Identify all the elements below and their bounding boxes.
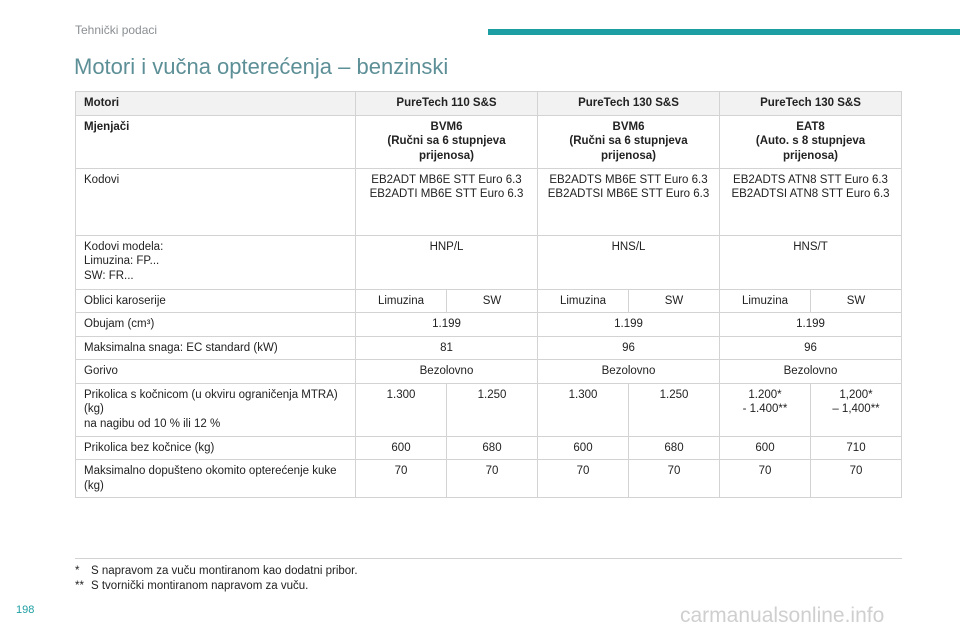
volume-cell: 1.199 — [538, 313, 720, 337]
row-label: Kodovi — [76, 168, 356, 235]
nose-weight-cell: 70 — [720, 460, 811, 498]
table-row-unbraked-trailer — [76, 436, 902, 460]
power-cell: 96 — [720, 336, 902, 360]
footnote-mark: * — [75, 565, 80, 577]
footnote — [75, 579, 358, 594]
table-row-body — [76, 289, 902, 313]
nose-weight-cell: 70 — [811, 460, 902, 498]
row-label: Prikolica s kočnicom (u okviru ograničenja MTRA) (kg) na nagibu od 10 % ili 12 % — [76, 383, 356, 436]
row-label: Mjenjači — [76, 115, 356, 168]
gearbox-cell: BVM6 (Ručni sa 6 stupnjeva prijenosa) — [356, 115, 538, 168]
codes-cell: EB2ADTS MB6E STT Euro 6.3 EB2ADTSI MB6E STT Euro 6.3 — [538, 168, 720, 235]
braked-trailer-cell: 1.250 — [447, 383, 538, 436]
body-cell: Limuzina — [538, 289, 629, 313]
table-row-codes — [76, 168, 902, 235]
page-number: 198 — [16, 604, 35, 616]
table-row-engines — [76, 92, 902, 116]
section-accent-bar — [488, 29, 960, 35]
row-label: Oblici karoserije — [76, 289, 356, 313]
unbraked-trailer-cell: 710 — [811, 436, 902, 460]
braked-trailer-cell: 1.300 — [356, 383, 447, 436]
row-label: Kodovi modela: Limuzina: FP... SW: FR... — [76, 235, 356, 289]
braked-trailer-cell: 1.300 — [538, 383, 629, 436]
row-label: Prikolica bez kočnice (kg) — [76, 436, 356, 460]
codes-cell: EB2ADT MB6E STT Euro 6.3 EB2ADTI MB6E STT Euro 6.3 — [356, 168, 538, 235]
nose-weight-cell: 70 — [538, 460, 629, 498]
nose-weight-cell: 70 — [629, 460, 720, 498]
gearbox-cell: EAT8 (Auto. s 8 stupnjeva prijenosa) — [720, 115, 902, 168]
volume-cell: 1.199 — [720, 313, 902, 337]
body-cell: SW — [811, 289, 902, 313]
row-label: Motori — [76, 92, 356, 116]
footnote-text: S napravom za vuču montiranom kao dodatni pribor. — [91, 565, 358, 577]
body-cell: Limuzina — [720, 289, 811, 313]
engine-spec-table — [75, 91, 902, 498]
footnote-mark: ** — [75, 580, 84, 592]
model-code-cell: HNS/T — [720, 235, 902, 289]
body-cell: SW — [629, 289, 720, 313]
fuel-cell: Bezolovno — [720, 360, 902, 384]
nose-weight-cell: 70 — [447, 460, 538, 498]
engine-header-cell: PureTech 110 S&S — [356, 92, 538, 116]
braked-trailer-cell: 1.200* - 1.400** — [720, 383, 811, 436]
row-label: Maksimalna snaga: EC standard (kW) — [76, 336, 356, 360]
footnotes — [75, 564, 358, 594]
unbraked-trailer-cell: 680 — [629, 436, 720, 460]
row-label: Maksimalno dopušteno okomito opterećenje kuke (kg) — [76, 460, 356, 498]
table-row-nose-weight — [76, 460, 902, 498]
table-row-fuel — [76, 360, 902, 384]
page-title: Motori i vučna opterećenja – benzinski — [74, 54, 449, 79]
model-code-cell: HNP/L — [356, 235, 538, 289]
power-cell: 96 — [538, 336, 720, 360]
unbraked-trailer-cell: 600 — [538, 436, 629, 460]
unbraked-trailer-cell: 680 — [447, 436, 538, 460]
braked-trailer-cell: 1,200* – 1,400** — [811, 383, 902, 436]
table-row-volume — [76, 313, 902, 337]
codes-cell: EB2ADTS ATN8 STT Euro 6.3 EB2ADTSI ATN8 STT Euro 6.3 — [720, 168, 902, 235]
volume-cell: 1.199 — [356, 313, 538, 337]
body-cell: SW — [447, 289, 538, 313]
row-label: Obujam (cm³) — [76, 313, 356, 337]
table-row-power — [76, 336, 902, 360]
engine-header-cell: PureTech 130 S&S — [720, 92, 902, 116]
braked-trailer-cell: 1.250 — [629, 383, 720, 436]
footnote-text: S tvornički montiranom napravom za vuču. — [91, 580, 309, 592]
section-label: Tehnički podaci — [75, 23, 158, 37]
power-cell: 81 — [356, 336, 538, 360]
gearbox-cell: BVM6 (Ručni sa 6 stupnjeva prijenosa) — [538, 115, 720, 168]
footnote — [75, 564, 358, 579]
table-row-gearbox — [76, 115, 902, 168]
unbraked-trailer-cell: 600 — [720, 436, 811, 460]
row-label: Gorivo — [76, 360, 356, 384]
table-row-model-codes — [76, 235, 902, 289]
fuel-cell: Bezolovno — [538, 360, 720, 384]
footnote-divider — [75, 558, 902, 559]
engine-header-cell: PureTech 130 S&S — [538, 92, 720, 116]
table-row-braked-trailer — [76, 383, 902, 436]
unbraked-trailer-cell: 600 — [356, 436, 447, 460]
nose-weight-cell: 70 — [356, 460, 447, 498]
watermark: carmanualsonline.info — [680, 604, 885, 627]
fuel-cell: Bezolovno — [356, 360, 538, 384]
body-cell: Limuzina — [356, 289, 447, 313]
model-code-cell: HNS/L — [538, 235, 720, 289]
